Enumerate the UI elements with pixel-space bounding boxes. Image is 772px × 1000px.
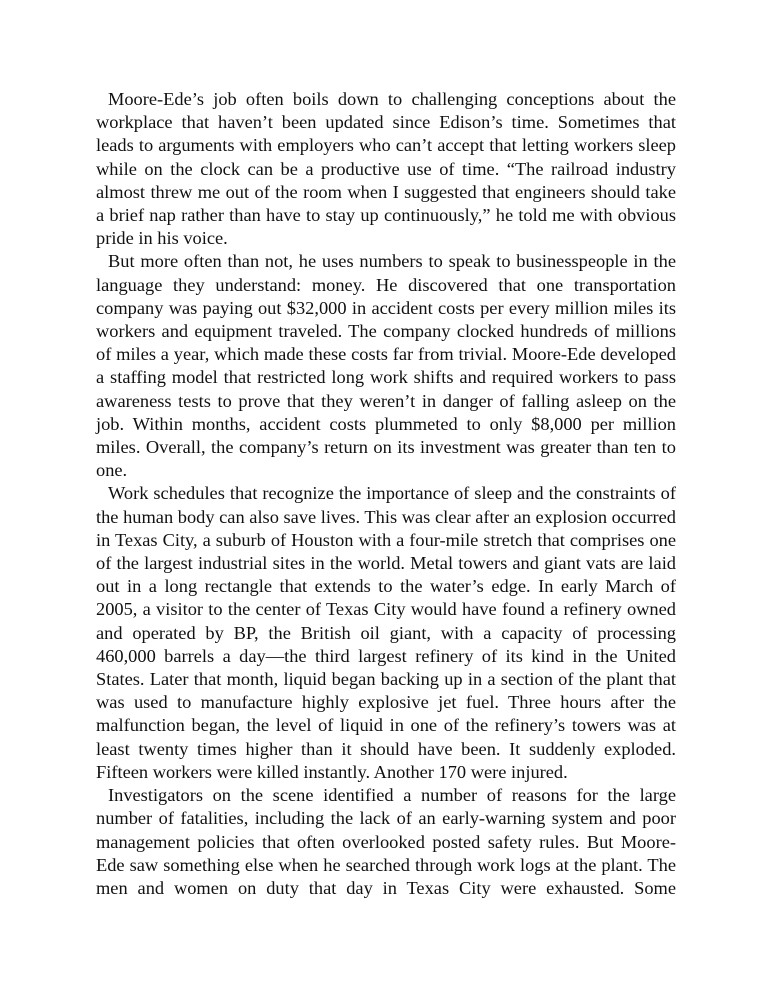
paragraph-4: Investigators on the scene identified a number of reasons for the large number of fatalities, including the lack of an early-warning system and poor management policies that often overlooked posted safety rules. But Moore-Ede saw something else when he searched through work logs at the plant. The men and women on duty that day in Texas City were exhausted. Some — [96, 785, 676, 898]
paragraph-3: Work schedules that recognize the importance of sleep and the constraints of the human body can also save lives. This was clear after an explosion occurred in Texas City, a suburb of Houston with a four-mile stretch that comprises one of the largest industrial sites in the world. Metal towers and giant vats are laid out in a long rectangle that extends to the water’s edge. In early March of 2005, a visitor to the center of Texas City would have found a refinery owned and operated by BP, the British oil giant, with a capacity of processing 460,000 barrels a day—the third largest refinery of its kind in the United States. Later that month, liquid began backing up in a section of the plant that was used to manufacture highly explosive jet fuel. Three hours after the malfunction began, the level of liquid in one of the refinery’s towers was at least twenty times higher than it should have been. It suddenly exploded. Fifteen workers were killed instantly. Another 170 were injured. — [96, 483, 676, 782]
document-page — [96, 88, 676, 900]
paragraph-2: But more often than not, he uses numbers to speak to businesspeople in the language they understand: money. He discovered that one transportation company was paying out $32,000 in accident costs per every million miles its workers and equipment traveled. The company clocked hundreds of millions of miles a year, which made these costs far from trivial. Moore-Ede developed a staffing model that restricted long work shifts and required workers to pass awareness tests to prove that they weren’t in danger of falling asleep on the job. Within months, accident costs plummeted to only $8,000 per million miles. Overall, the company’s return on its investment was greater than ten to one. — [96, 251, 676, 481]
paragraph-1: Moore-Ede’s job often boils down to challenging conceptions about the workplace that haven’t been updated since Edison’s time. Sometimes that leads to arguments with employers who can’t accept that letting workers sleep while on the clock can be a productive use of time. “The railroad industry almost threw me out of the room when I suggested that engineers should take a brief nap rather than have to stay up continuously,” he told me with obvious pride in his voice. — [96, 89, 676, 249]
